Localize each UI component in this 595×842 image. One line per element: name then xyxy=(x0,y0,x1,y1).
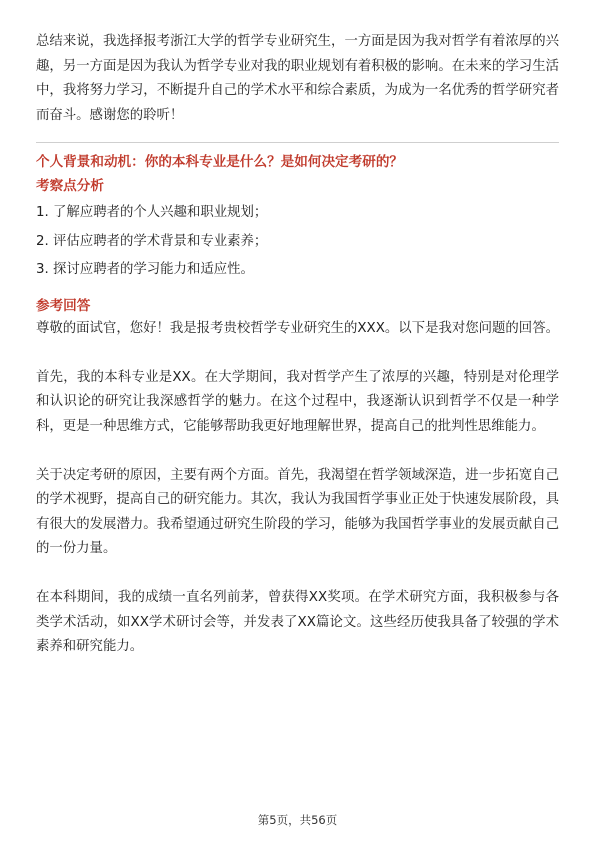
analysis-point: 2. 评估应聘者的学术背景和专业素养； xyxy=(36,233,268,249)
section-divider xyxy=(36,142,559,143)
analysis-point: 1. 了解应聘者的个人兴趣和职业规划； xyxy=(36,205,268,220)
analysis-points xyxy=(36,199,559,285)
document-page xyxy=(36,30,559,684)
intro-paragraph: 总结来说，我选择报考浙江大学的哲学专业研究生，一方面是因为我对哲学有着浓厚的兴趣，另一方面是因为我认为哲学专业对我的职业规划有着积极的影响。在未来的学习生活中，我将努力学习，不断提升自己的学术水平和综合素质，为成为一名优秀的哲学研究者而奋斗。感谢您的聆听！ xyxy=(36,34,559,123)
question-title: 个人背景和动机：你的本科专业是什么？是如何决定考研的？ xyxy=(36,154,404,170)
answer-heading: 参考回答 xyxy=(36,297,91,314)
analysis-heading: 考察点分析 xyxy=(36,178,104,194)
answer-paragraph: 在本科期间，我的成绩一直名列前茅，曾获得XX奖项。在学术研究方面，我积极参与各类学术活动，如XX学术研讨会等，并发表了XX篇论文。这些经历使我具备了较强的学术素养和研究能力。 xyxy=(36,590,559,654)
page-number: 第5页，共56页 xyxy=(257,813,338,827)
answer-paragraph: 尊敬的面试官，您好！我是报考贵校哲学专业研究生的XXX。以下是我对您问题的回答。 xyxy=(36,320,559,336)
answer-paragraph: 首先，我的本科专业是XX。在大学期间，我对哲学产生了浓厚的兴趣，特别是对伦理学和认识论的研究让我深感哲学的魅力。在这个过程中，我逐渐认识到哲学不仅是一种学科，更是一种思维方式，它能够帮助我更好地理解世界，提高自己的批判性思维能力。 xyxy=(36,369,559,434)
answer-paragraph: 关于决定考研的原因，主要有两个方面。首先，我渴望在哲学领域深造，进一步拓宽自己的学术视野，提高自己的研究能力。其次，我认为我国哲学事业正处于快速发展阶段，具有很大的发展潜力。我希望通过研究生阶段的学习，能够为我国哲学事业的发展贡献自己的一份力量。 xyxy=(36,467,559,556)
analysis-point: 3. 探讨应聘者的学习能力和适应性。 xyxy=(36,262,254,277)
